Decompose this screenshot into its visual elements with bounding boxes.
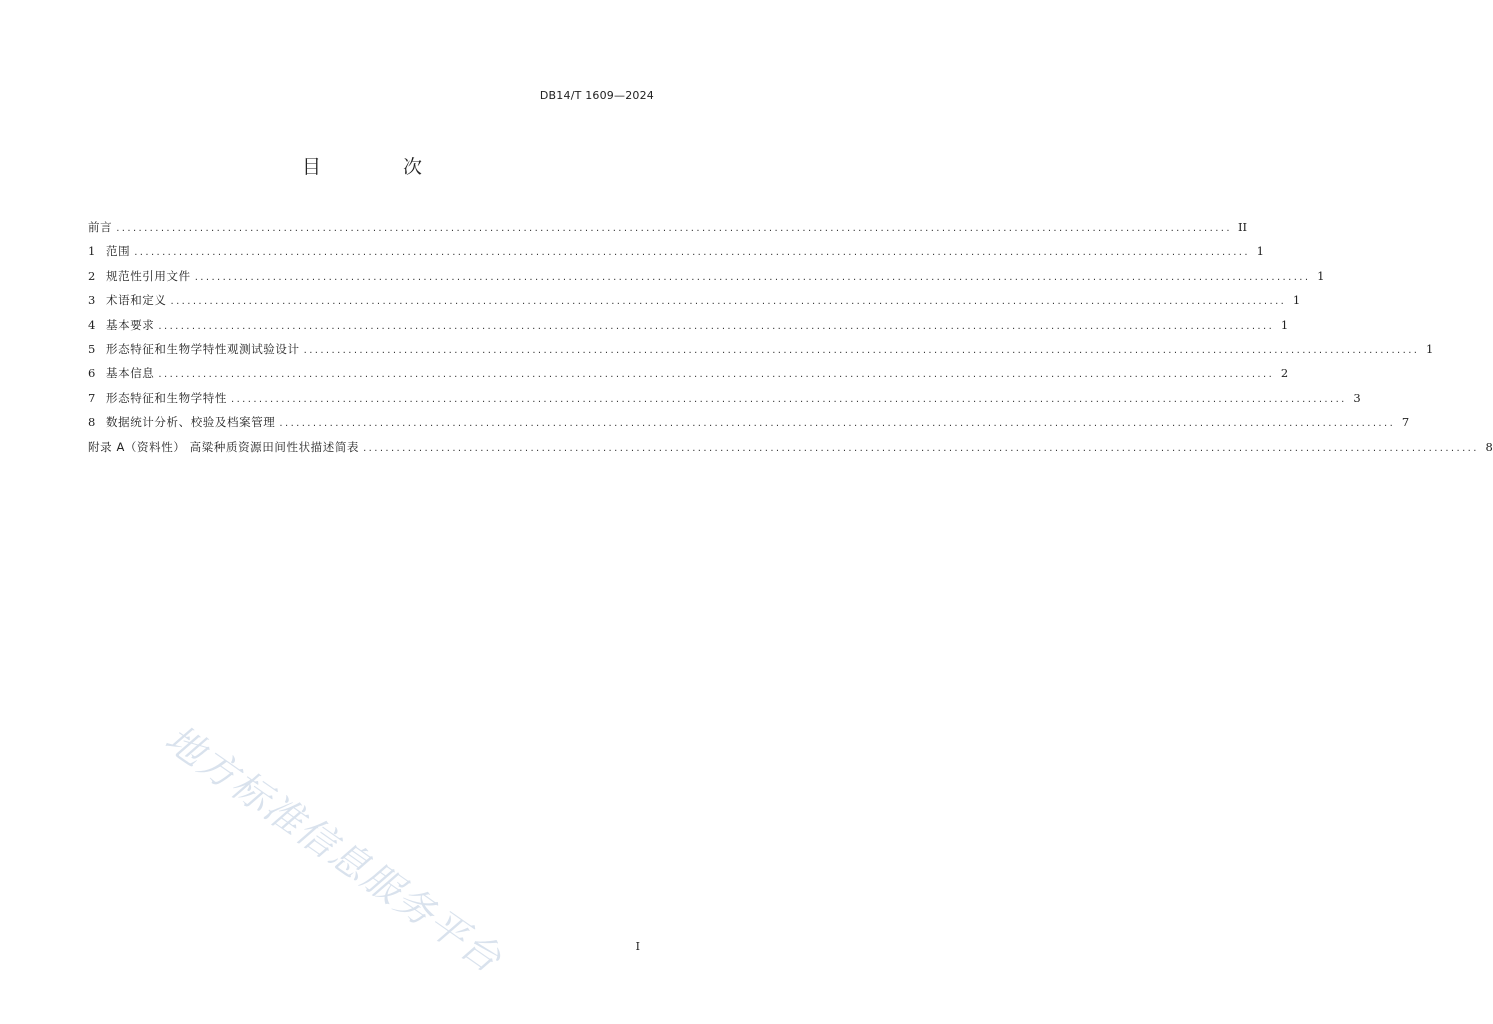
toc-entry[interactable]: [88, 317, 1289, 341]
toc-entry[interactable]: [88, 268, 1325, 292]
toc-entry-number: 8: [88, 415, 96, 430]
document-code: DB14/T 1609—2024: [539, 89, 654, 102]
toc-entry-page: 2: [1280, 366, 1289, 381]
toc-entry-number: 3: [88, 293, 96, 308]
toc-entry-page: 1: [1280, 317, 1289, 332]
toc-entry-label: 附录 A（资料性） 高粱种质资源田间性状描述简表: [88, 439, 360, 454]
page-number: I: [635, 940, 640, 953]
toc-leader-dots: ........................................................................................................................................................................................................: [170, 296, 1287, 308]
toc-leader-dots: ........................................................................................................................................................................................................: [158, 320, 1275, 332]
toc-entry-label: 形态特征和生物学特性观测试验设计: [106, 341, 300, 356]
toc-entry-label: 基本信息: [106, 366, 155, 381]
toc-entry[interactable]: [88, 243, 1264, 267]
toc-entry-page: II: [1237, 220, 1248, 234]
toc-entry-number: 7: [88, 390, 96, 405]
toc-entry-number: 2: [88, 268, 96, 283]
toc-entry[interactable]: [88, 365, 1289, 389]
toc-entry-label: 前言: [88, 220, 113, 234]
toc-entry[interactable]: [88, 219, 1248, 243]
toc-entry-page: 8: [1485, 439, 1493, 454]
toc-entry[interactable]: [88, 292, 1301, 316]
toc-entry-number: 5: [88, 341, 96, 356]
toc-entry[interactable]: [88, 390, 1361, 414]
toc-entry-label: 规范性引用文件: [106, 268, 191, 283]
toc-leader-dots: ........................................................................................................................................................................................................: [134, 247, 1250, 259]
toc-title: 目 次: [301, 156, 461, 178]
toc-entry-label: 数据统计分析、校验及档案管理: [106, 415, 276, 430]
toc-leader-dots: ........................................................................................................................................................................................................: [116, 223, 1232, 234]
toc-entry-page: 3: [1353, 390, 1361, 405]
toc-leader-dots: ........................................................................................................................................................................................................: [279, 418, 1396, 430]
toc-leader-dots: ........................................................................................................................................................................................................: [158, 369, 1275, 381]
toc-entry-page: 1: [1292, 293, 1301, 308]
toc-entry-number: 1: [88, 244, 96, 259]
toc-leader-dots: ........................................................................................................................................................................................................: [363, 442, 1479, 454]
toc-entry-label: 范围: [106, 244, 131, 259]
toc-entry-label: 基本要求: [106, 317, 155, 332]
table-of-contents: [88, 219, 1493, 463]
toc-entry[interactable]: [88, 414, 1410, 438]
toc-entry-label: 术语和定义: [106, 293, 167, 308]
toc-entry-number: 4: [88, 317, 96, 332]
toc-entry[interactable]: [88, 439, 1493, 463]
toc-entry-number: 6: [88, 366, 96, 381]
toc-entry-page: 1: [1256, 244, 1264, 259]
toc-entry-page: 7: [1401, 415, 1410, 430]
toc-entry-label: 形态特征和生物学特性: [106, 390, 227, 405]
toc-leader-dots: ........................................................................................................................................................................................................: [194, 271, 1311, 283]
toc-leader-dots: ........................................................................................................................................................................................................: [303, 344, 1420, 356]
toc-leader-dots: ........................................................................................................................................................................................................: [231, 393, 1347, 405]
watermark: 地方标准信息服务平台: [157, 716, 511, 982]
toc-entry-page: 1: [1317, 268, 1325, 283]
toc-entry-page: 1: [1426, 341, 1434, 356]
toc-entry[interactable]: [88, 341, 1434, 365]
